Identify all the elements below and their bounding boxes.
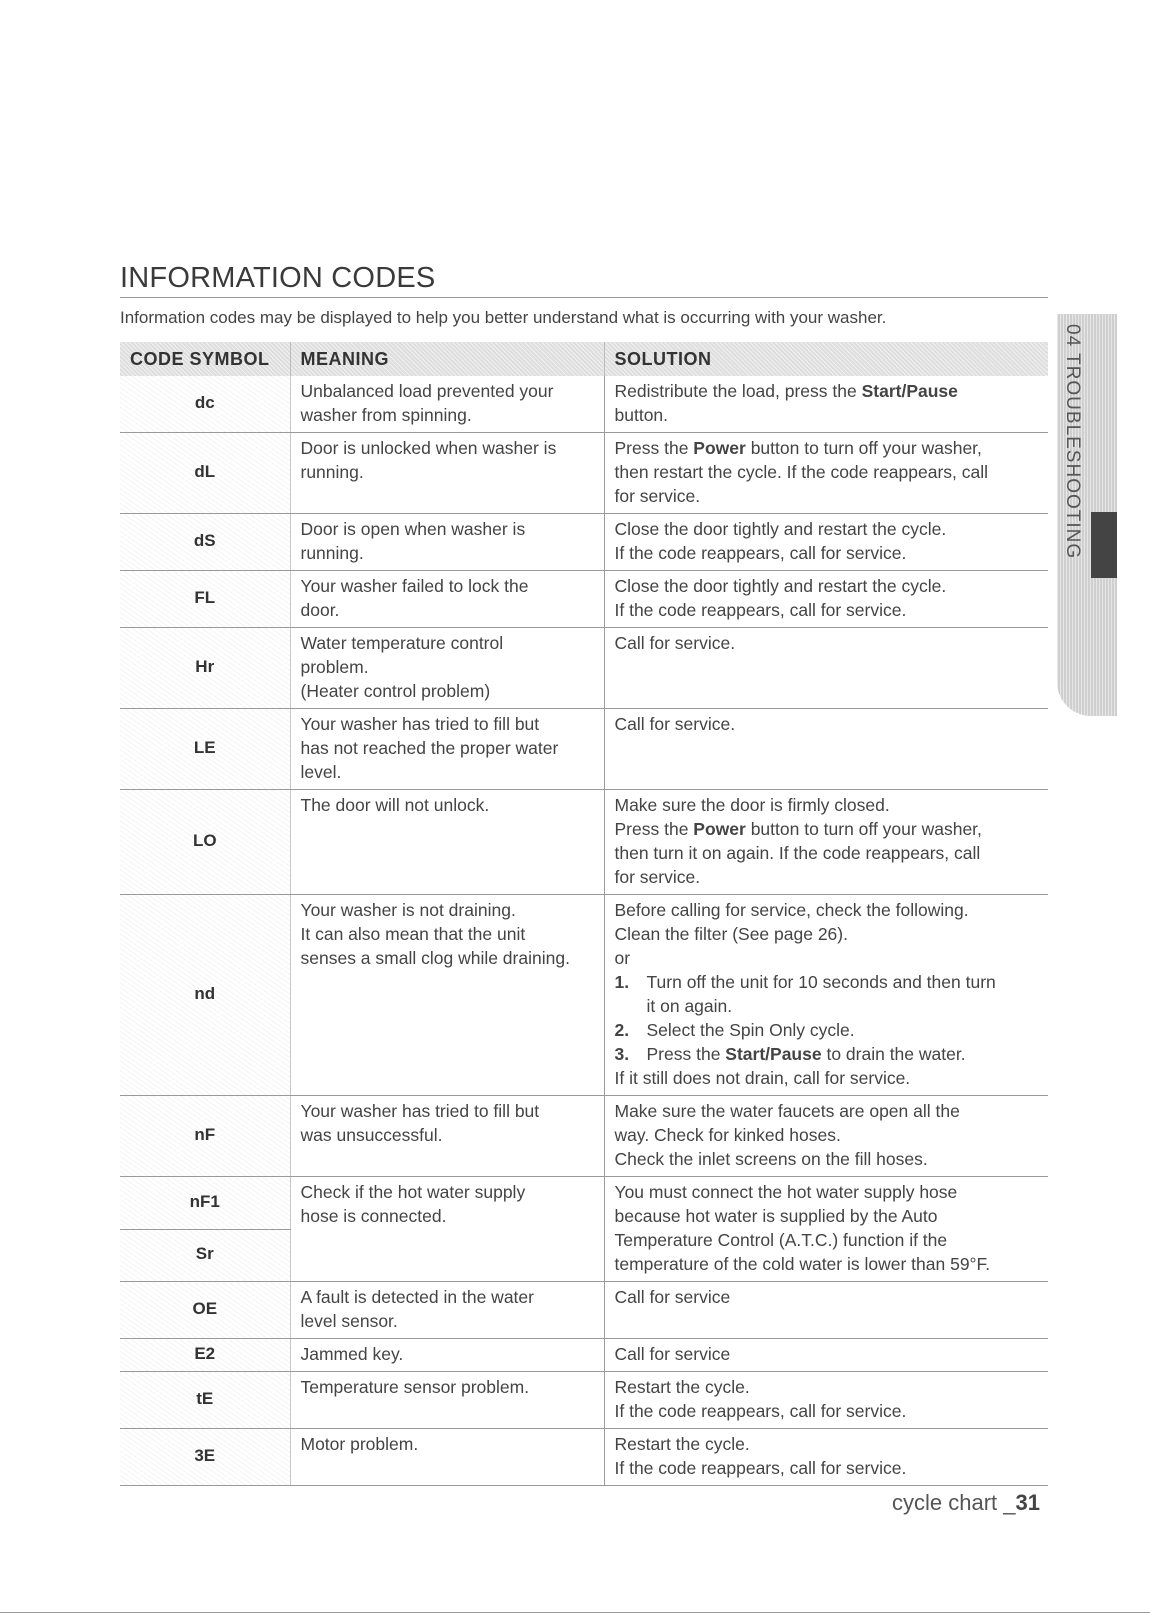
solution-text: Call for service.: [614, 714, 736, 734]
solution-line: [615, 517, 1039, 541]
step-number: 1.: [614, 972, 630, 992]
code-solution: [604, 1282, 1048, 1339]
solution-text: button to turn off your washer,: [745, 819, 982, 839]
solution-text: it on again.: [646, 996, 733, 1016]
solution-line: [615, 1042, 1039, 1066]
solution-text: Turn off the unit for 10 seconds and then turn: [646, 972, 996, 992]
solution-line: [615, 631, 1039, 655]
footer-label: cycle chart _: [892, 1490, 1016, 1515]
solution-text: button to turn off your washer,: [745, 438, 982, 458]
code-solution: [604, 571, 1048, 628]
table-row: [120, 1339, 1048, 1372]
code-symbol: Sr: [120, 1229, 290, 1282]
code-solution: [604, 433, 1048, 514]
table-row: [120, 895, 1048, 1096]
page-footer: [892, 1490, 1040, 1516]
solution-line: [615, 1342, 1039, 1366]
button-name-text: Start/Pause: [861, 381, 958, 401]
code-meaning: [290, 895, 604, 1096]
solution-line: [615, 1375, 1039, 1399]
code-meaning: [290, 1339, 604, 1372]
code-symbol: LE: [120, 709, 290, 790]
header-meaning: MEANING: [290, 342, 604, 376]
meaning-line: Temperature sensor problem.: [300, 1377, 530, 1397]
code-symbol: nF1: [120, 1177, 290, 1230]
solution-line: [615, 1456, 1039, 1480]
solution-line: [615, 1018, 1039, 1042]
code-symbol: E2: [120, 1339, 290, 1372]
solution-line: [615, 994, 1039, 1018]
solution-line: [615, 1252, 1039, 1276]
code-solution: [604, 1429, 1048, 1486]
code-symbol: nd: [120, 895, 290, 1096]
code-solution: [604, 1339, 1048, 1372]
solution-line: [615, 1099, 1039, 1123]
meaning-line: running.: [300, 543, 364, 563]
code-symbol: dL: [120, 433, 290, 514]
code-symbol: 3E: [120, 1429, 290, 1486]
meaning-line: Motor problem.: [300, 1434, 419, 1454]
meaning-line: Jammed key.: [300, 1344, 404, 1364]
table-row: [120, 376, 1048, 433]
solution-text: You must connect the hot water supply hose: [614, 1182, 958, 1202]
header-solution: SOLUTION: [604, 342, 1048, 376]
code-solution: [604, 709, 1048, 790]
table-row: [120, 1177, 1048, 1230]
table-row: [120, 628, 1048, 709]
solution-text: way. Check for kinked hoses.: [614, 1125, 841, 1145]
solution-text: Redistribute the load, press the: [614, 381, 862, 401]
code-meaning: [290, 571, 604, 628]
table-row: [120, 1372, 1048, 1429]
intro-text: Information codes may be displayed to help you better understand what is occurring with your washer.: [120, 308, 887, 327]
code-solution: [604, 1096, 1048, 1177]
code-meaning: [290, 1372, 604, 1429]
solution-text: Restart the cycle.: [614, 1434, 750, 1454]
code-meaning: [290, 1177, 604, 1282]
table-row: [120, 709, 1048, 790]
solution-line: [615, 460, 1039, 484]
button-name-text: Power: [693, 819, 746, 839]
solution-line: [615, 403, 1039, 427]
code-symbol: OE: [120, 1282, 290, 1339]
solution-text: Close the door tightly and restart the cycle.: [614, 519, 947, 539]
solution-line: [615, 946, 1039, 970]
solution-line: [615, 1180, 1039, 1204]
solution-line: [615, 970, 1039, 994]
code-solution: [604, 1177, 1048, 1282]
code-symbol: dc: [120, 376, 290, 433]
table-row: [120, 1429, 1048, 1486]
code-symbol: nF: [120, 1096, 290, 1177]
code-symbol: tE: [120, 1372, 290, 1429]
meaning-line: Your washer is not draining.: [300, 900, 516, 920]
information-codes-table: [120, 342, 1048, 1486]
solution-text: to drain the water.: [821, 1044, 966, 1064]
solution-text: Select the Spin Only cycle.: [646, 1020, 855, 1040]
code-symbol: FL: [120, 571, 290, 628]
table-row: [120, 514, 1048, 571]
code-meaning: [290, 1096, 604, 1177]
code-solution: [604, 895, 1048, 1096]
solution-line: [615, 1066, 1039, 1090]
step-number: 3.: [614, 1044, 630, 1064]
solution-text: If it still does not drain, call for service.: [614, 1068, 911, 1088]
meaning-line: Door is open when washer is: [300, 519, 526, 539]
solution-text: button.: [614, 405, 669, 425]
solution-line: [615, 541, 1039, 565]
meaning-line: level sensor.: [300, 1311, 398, 1331]
code-meaning: [290, 790, 604, 895]
title-divider: [120, 297, 1048, 298]
solution-line: [615, 1147, 1039, 1171]
solution-text: Make sure the water faucets are open all the: [614, 1101, 960, 1121]
solution-text: If the code reappears, call for service.: [614, 1401, 907, 1421]
code-meaning: [290, 628, 604, 709]
solution-text: If the code reappears, call for service.: [614, 600, 907, 620]
solution-line: [615, 922, 1039, 946]
solution-text: temperature of the cold water is lower than 59°F.: [614, 1254, 991, 1274]
code-meaning: [290, 514, 604, 571]
meaning-line: A fault is detected in the water: [300, 1287, 534, 1307]
solution-text: for service.: [614, 486, 701, 506]
code-solution: [604, 790, 1048, 895]
table-row: [120, 433, 1048, 514]
solution-text: Before calling for service, check the following.: [614, 900, 969, 920]
meaning-line: It can also mean that the unit: [300, 924, 526, 944]
solution-line: [615, 898, 1039, 922]
code-meaning: [290, 376, 604, 433]
solution-text: If the code reappears, call for service.: [614, 1458, 907, 1478]
code-symbol: LO: [120, 790, 290, 895]
meaning-line: level.: [300, 762, 342, 782]
meaning-line: senses a small clog while draining.: [300, 948, 570, 968]
solution-text: Clean the filter (See page 26).: [614, 924, 848, 944]
solution-text: Press the: [614, 819, 694, 839]
solution-line: [615, 574, 1039, 598]
table-row: [120, 790, 1048, 895]
code-meaning: [290, 709, 604, 790]
code-symbol: Hr: [120, 628, 290, 709]
code-meaning: [290, 1429, 604, 1486]
table-row: [120, 571, 1048, 628]
code-meaning: [290, 433, 604, 514]
code-solution: [604, 376, 1048, 433]
solution-line: [615, 841, 1039, 865]
solution-line: [615, 1399, 1039, 1423]
solution-text: Call for service: [614, 1287, 731, 1307]
solution-line: [615, 379, 1039, 403]
meaning-line: The door will not unlock.: [300, 795, 490, 815]
page-number: 31: [1015, 1490, 1040, 1515]
meaning-line: problem.: [300, 657, 369, 677]
solution-text: Restart the cycle.: [614, 1377, 750, 1397]
meaning-line: door.: [300, 600, 340, 620]
solution-line: [615, 712, 1039, 736]
code-solution: [604, 514, 1048, 571]
solution-text: or: [614, 948, 631, 968]
meaning-line: hose is connected.: [300, 1206, 447, 1226]
meaning-line: Unbalanced load prevented your: [300, 381, 554, 401]
solution-line: [615, 865, 1039, 889]
header-code-symbol: CODE SYMBOL: [120, 342, 290, 376]
page-title: INFORMATION CODES: [120, 262, 436, 294]
solution-line: [615, 436, 1039, 460]
solution-line: [615, 1285, 1039, 1309]
meaning-line: has not reached the proper water: [300, 738, 559, 758]
solution-text: Press the: [646, 1044, 726, 1064]
code-meaning: [290, 1282, 604, 1339]
meaning-line: Your washer has tried to fill but: [300, 714, 540, 734]
meaning-line: Water temperature control: [300, 633, 504, 653]
meaning-line: was unsuccessful.: [300, 1125, 443, 1145]
meaning-line: Your washer has tried to fill but: [300, 1101, 540, 1121]
table-header-row: [120, 342, 1048, 376]
solution-line: [615, 1432, 1039, 1456]
step-number: 2.: [614, 1020, 630, 1040]
solution-text: then restart the cycle. If the code reappears, call: [614, 462, 989, 482]
solution-text: Make sure the door is firmly closed.: [614, 795, 890, 815]
code-solution: [604, 628, 1048, 709]
solution-text: Call for service: [614, 1344, 731, 1364]
solution-text: because hot water is supplied by the Auto: [614, 1206, 938, 1226]
solution-text: If the code reappears, call for service.: [614, 543, 907, 563]
meaning-line: running.: [300, 462, 364, 482]
meaning-line: Check if the hot water supply: [300, 1182, 526, 1202]
solution-text: then turn it on again. If the code reappears, call: [614, 843, 981, 863]
table-row: [120, 1096, 1048, 1177]
button-name-text: Power: [693, 438, 746, 458]
solution-line: [615, 1123, 1039, 1147]
solution-line: [615, 484, 1039, 508]
button-name-text: Start/Pause: [725, 1044, 822, 1064]
solution-text: Temperature Control (A.T.C.) function if the: [614, 1230, 948, 1250]
solution-line: [615, 793, 1039, 817]
solution-text: Call for service.: [614, 633, 736, 653]
meaning-line: (Heater control problem): [300, 681, 491, 701]
solution-text: Check the inlet screens on the fill hoses.: [614, 1149, 928, 1169]
solution-text: Press the: [614, 438, 694, 458]
solution-line: [615, 1228, 1039, 1252]
meaning-line: Your washer failed to lock the: [300, 576, 529, 596]
solution-text: Close the door tightly and restart the cycle.: [614, 576, 947, 596]
table-row: [120, 1282, 1048, 1339]
solution-line: [615, 1204, 1039, 1228]
code-symbol: dS: [120, 514, 290, 571]
chapter-side-tab-label: 04 TROUBLESHOOTING: [1062, 324, 1083, 560]
chapter-tab-marker: [1091, 512, 1117, 578]
meaning-line: washer from spinning.: [300, 405, 472, 425]
solution-line: [615, 598, 1039, 622]
solution-line: [615, 817, 1039, 841]
solution-text: for service.: [614, 867, 701, 887]
bottom-divider: [0, 1612, 1150, 1613]
code-solution: [604, 1372, 1048, 1429]
meaning-line: Door is unlocked when washer is: [300, 438, 557, 458]
